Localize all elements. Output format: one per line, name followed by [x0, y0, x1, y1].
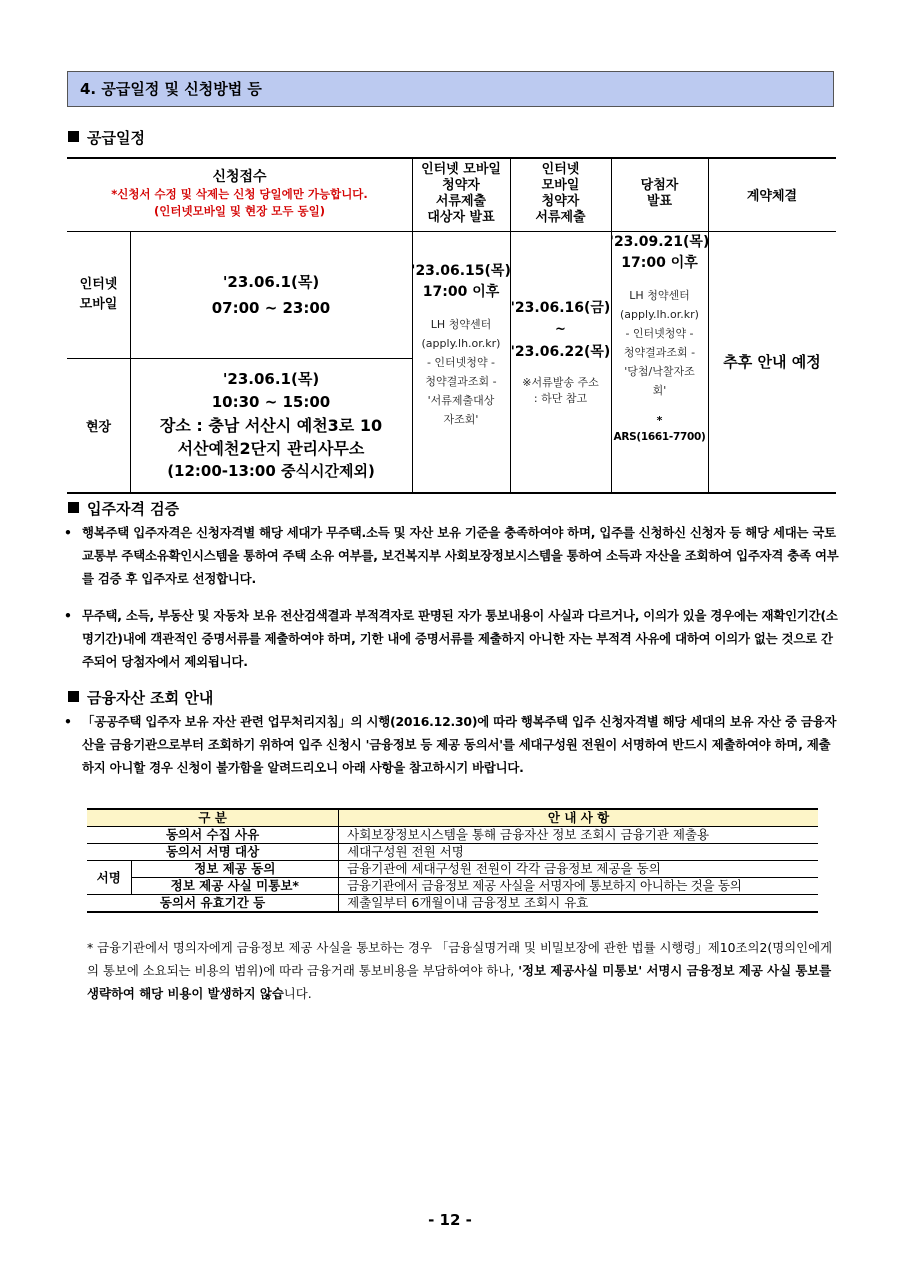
row-onsite-label: 현장 [85, 419, 112, 435]
header-contract: 계약체결 [746, 188, 798, 204]
onsite-office: 서산예천2단지 관리사무소 [177, 438, 365, 458]
header-application-note: *신청서 수정 및 삭제는 신청 당일에만 가능합니다. [111, 187, 368, 201]
winner-cell: '23.09.21(목) 17:00 이후 LH 청약센터 (apply.lh.or.kr) - 인터넷청약 - 청약결과조회 - '당첨/낙찰자조 회' * ARS(1661-7700) [611, 231, 708, 492]
square-bullet-icon [68, 502, 79, 513]
header-application-title: 신청접수 [212, 169, 267, 185]
header-doc-submit: 인터넷 모바일 청약자 서류제출 [535, 162, 586, 225]
subsection-schedule [68, 127, 145, 148]
header-application-note2: (인터넷모바일 및 현장 모두 동일) [154, 204, 325, 218]
onsite-place: 장소 : 충남 서산시 예천3로 10 [159, 415, 383, 435]
header-winner: 당첨자 발표 [640, 178, 679, 209]
header-application [67, 157, 412, 231]
internet-time: 07:00 ~ 23:00 [211, 298, 331, 317]
bullet-icon: • [64, 608, 72, 623]
eligibility-paragraph-1: • 행복주택 입주자격은 신청자격별 해당 세대가 무주택.소득 및 자산 보유 기준을 충족하여야 하며, 입주를 신청하신 신청자 등 해당 세대는 국토교통부 주택소유확인시스템을 통하여 주택 소유 여부를, 보건복지부 사회보장정보시스템을 통하여 소득과 자산을 조회하여 입주자격 충족 여부를 검증 후 입주자로 선정합니다. [64, 521, 839, 590]
row-internet-label: 인터넷 모바일 [79, 276, 118, 312]
doc-target-cell: '23.06.15(목) 17:00 이후 LH 청약센터 (apply.lh.or.kr) - 인터넷청약 - 청약결과조회 - '서류제출대상 자조회' [411, 263, 511, 426]
bullet-icon: • [64, 714, 72, 729]
eligibility-paragraph-2: • 무주택, 소득, 부동산 및 자동차 보유 전산검색결과 부적격자로 판명된 자가 통보내용이 사실과 다르거나, 이의가 있을 경우에는 재확인기간(소명기간)내에 객관적인 증명서류를 제출하여야 하며, 기한 내에 증명서류를 제출하지 아니한 자는 부적격 사유에 대하여 이의가 없는 것으로 간주되어 당첨자에서 제외됩니다. [64, 604, 839, 673]
contract-cell: 추후 안내 예정 [723, 353, 821, 371]
square-bullet-icon [68, 131, 79, 142]
ars-number: ARS(1661-7700) [613, 431, 706, 443]
subsection-eligibility: 입주자격 검증 [68, 498, 179, 519]
row-onsite-schedule: '23.06.1(목) 10:30 ~ 15:00 장소 : 충남 서산시 예천3로 10 서산예천2단지 관리사무소 (12:00-13:00 중식시간제외) [159, 369, 383, 480]
internet-date: '23.06.1(목) [222, 272, 320, 291]
finance-head-category: 구 분 [87, 809, 339, 827]
row-internet-schedule [130, 231, 412, 358]
square-bullet-icon [68, 691, 79, 702]
subsection-finance: 금융자산 조회 안내 [68, 687, 213, 708]
section-title: 4. 공급일정 및 신청방법 등 [67, 71, 834, 107]
finance-table: 구 분 안 내 사 항 동의서 수집 사유 사회보장정보시스템을 통해 금융자산 정보 조회시 금융기관 제출용 동의서 서명 대상 세대구성원 전원 서명 서명 정보 제공 동의 금융기관에 세대구성원 전원이 각각 금융정보 제공을 동의 정보 제공 사실 미통보* 금융기관에서 금융정보 제공 사실을 서명자에 통보하지 아니하는 것을 동의 동의서 유효기간 등 제출일부터 6개월이내 금융정보 조회시 유효 [87, 808, 818, 913]
schedule-table [67, 157, 836, 493]
doc-submit-cell: '23.06.16(금) ~ '23.06.22(목) ※서류발송 주소 : 하단 참고 [510, 300, 611, 405]
header-doc-target: 인터넷 모바일 청약자 서류제출 대상자 발표 [421, 162, 501, 225]
bullet-icon: • [64, 525, 72, 540]
finance-intro: • 「공공주택 입주자 보유 자산 관련 업무처리지침」의 시행(2016.12.30)에 따라 행복주택 입주 신청자격별 해당 세대의 보유 자산 중 금융자산을 금융기관으로부터 조회하기 위하여 입주 신청시 '금융정보 등 제공 동의서'를 세대구성원 전원이 서명하여 반드시 제출하여야 하며, 제출하지 아니할 경우 신청이 불가함을 알려드리오니 아래 사항을 참고하시기 바랍니다. [64, 710, 839, 779]
finance-head-guide: 안 내 사 항 [547, 810, 610, 825]
finance-footnote: * 금융기관에서 명의자에게 금융정보 제공 사실을 통보하는 경우 「금융실명거래 및 비밀보장에 관한 법률 시행령」제10조의2(명의인에게의 통보에 소요되는 비용의 범위)에 따라 금융거래 통보비용을 부담하여야 하나, '정보 제공사실 미통보' 서명시 금융정보 제공 사실 통보를 생략하여 해당 비용이 발생하지 않습니다. [87, 940, 833, 1001]
subsection-schedule-label: 공급일정 [87, 129, 145, 147]
page-number: - 12 - [428, 1211, 472, 1229]
finance-sign-group: 서명 [87, 861, 131, 895]
